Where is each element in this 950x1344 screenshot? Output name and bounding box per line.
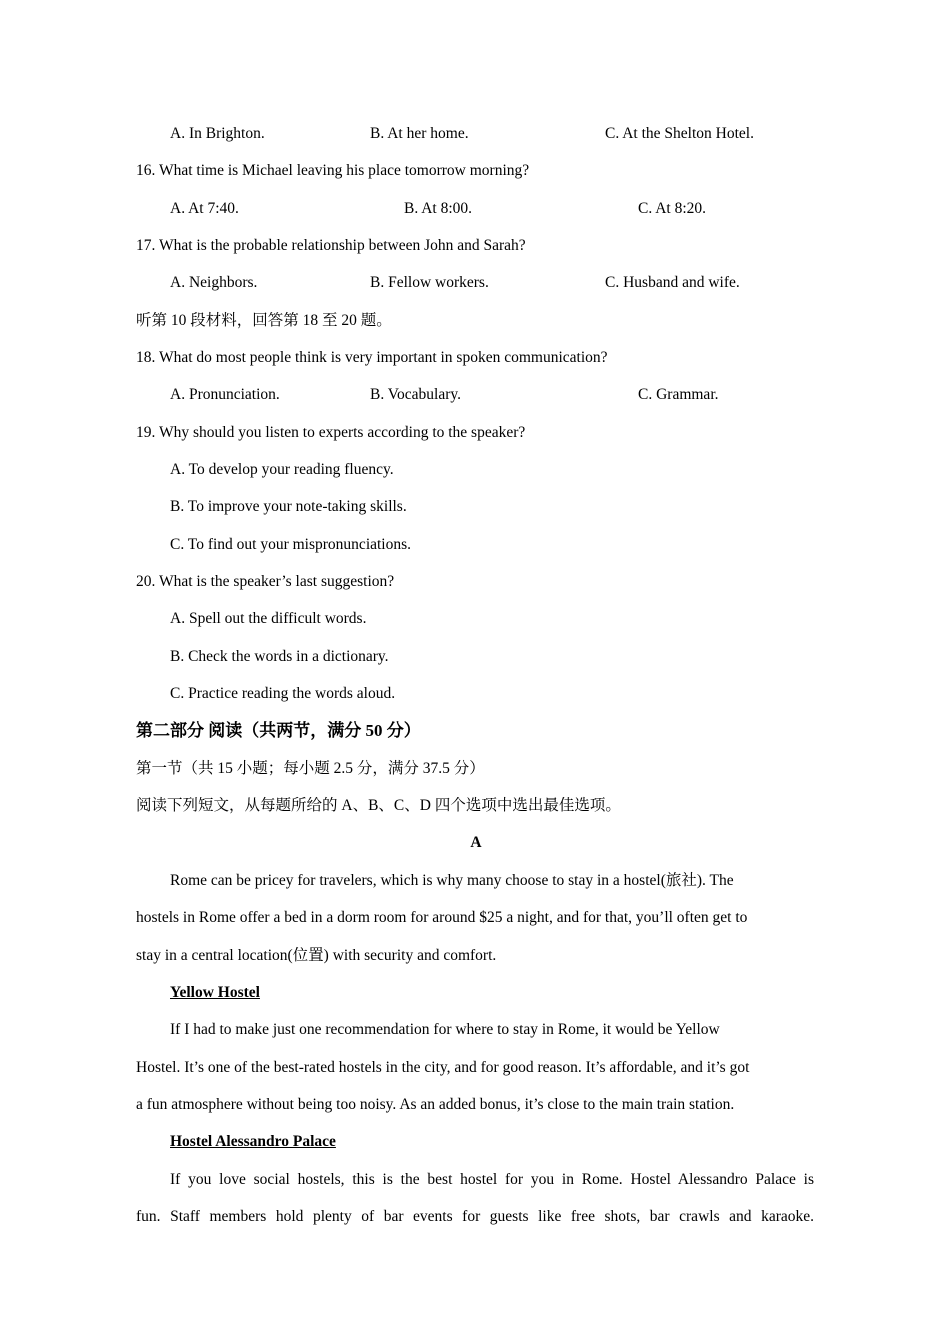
q17-question: 17. What is the probable relationship between John and Sarah?: [136, 237, 526, 254]
passage-a-intro-line-3: stay in a central location(位置) with security and comfort.: [136, 947, 497, 964]
q17-option-a: A. Neighbors.: [170, 274, 258, 291]
alessandro-palace-title: Hostel Alessandro Palace: [170, 1133, 336, 1150]
passage-a-label: A: [470, 834, 482, 851]
section10-instruction: 听第 10 段材料，回答第 18 至 20 题。: [136, 312, 392, 329]
alessandro-palace-line-1: If you love social hostels, this is the best hostel for you in Rome. Hostel Alessandro Palace is: [170, 1171, 814, 1188]
q17-option-c: C. Husband and wife.: [605, 274, 740, 291]
q16-question: 16. What time is Michael leaving his place tomorrow morning?: [136, 162, 530, 179]
yellow-hostel-title: Yellow Hostel: [170, 984, 260, 1001]
yellow-hostel-line-3: a fun atmosphere without being too noisy. As an added bonus, it’s close to the main train station.: [136, 1096, 735, 1113]
q16-option-c: C. At 8:20.: [638, 200, 707, 217]
q20-option-c: C. Practice reading the words aloud.: [170, 685, 396, 702]
q15-option-c: C. At the Shelton Hotel.: [605, 125, 754, 142]
q19-question: 19. Why should you listen to experts according to the speaker?: [136, 424, 526, 441]
alessandro-palace-line-2: fun. Staff members hold plenty of bar events for guests like free shots, bar crawls and karaoke.: [136, 1208, 814, 1225]
q20-option-b: B. Check the words in a dictionary.: [170, 648, 389, 665]
q20-option-a: A. Spell out the difficult words.: [170, 610, 367, 627]
part2-instruction: 阅读下列短文，从每题所给的 A、B、C、D 四个选项中选出最佳选项。: [136, 797, 621, 814]
q17-option-b: B. Fellow workers.: [370, 274, 489, 291]
q18-option-b: B. Vocabulary.: [370, 386, 461, 403]
part2-heading: 第二部分 阅读（共两节，满分 50 分）: [136, 721, 421, 740]
q16-option-b: B. At 8:00.: [404, 200, 473, 217]
q18-option-c: C. Grammar.: [638, 386, 719, 403]
q18-option-a: A. Pronunciation.: [170, 386, 280, 403]
q19-option-c: C. To find out your mispronunciations.: [170, 536, 412, 553]
q19-option-a: A. To develop your reading fluency.: [170, 461, 394, 478]
q19-option-b: B. To improve your note-taking skills.: [170, 498, 407, 515]
passage-a-intro-line-2: hostels in Rome offer a bed in a dorm room for around $25 a night, and for that, you’ll often get to: [136, 909, 748, 926]
q18-question: 18. What do most people think is very important in spoken communication?: [136, 349, 608, 366]
passage-a-intro-line-1: Rome can be pricey for travelers, which is why many choose to stay in a hostel(旅社). The: [170, 872, 734, 889]
yellow-hostel-line-2: Hostel. It’s one of the best-rated hostels in the city, and for good reason. It’s affordable, and it’s got: [136, 1059, 750, 1076]
q15-option-a: A. In Brighton.: [170, 125, 265, 142]
yellow-hostel-line-1: If I had to make just one recommendation for where to stay in Rome, it would be Yellow: [170, 1021, 720, 1038]
q15-option-b: B. At her home.: [370, 125, 469, 142]
q16-option-a: A. At 7:40.: [170, 200, 239, 217]
part2-section1: 第一节（共 15 小题；每小题 2.5 分，满分 37.5 分）: [136, 760, 485, 777]
q20-question: 20. What is the speaker’s last suggestion?: [136, 573, 395, 590]
